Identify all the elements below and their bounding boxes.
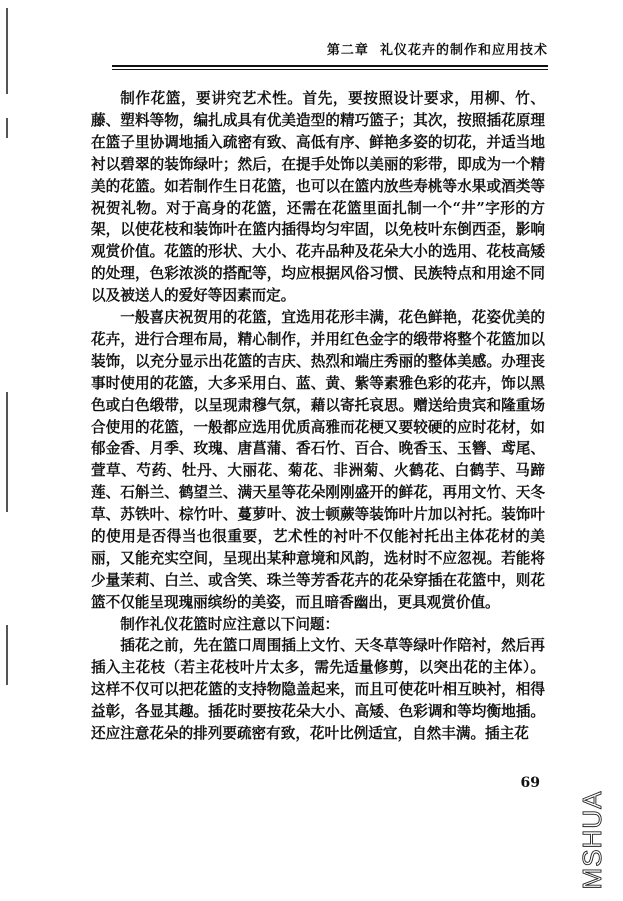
paragraph: 一般喜庆祝贺用的花篮，宜选用花形丰满，花色鲜艳，花姿优美的花卉，进行合理布局，精心制作，并用红色金字的缎带将整个花篮加以装饰，以充分显示出花篮的吉庆、热烈和端庄秀丽的整体美感。办理丧事时使用的花篮，大多采用白、蓝、黄、紫等素雅色彩的花卉，饰以黑色或白色缎带，以呈现肃穆气氛，藉以寄托哀思。赠送给贵宾和隆重场合使用的花篮，一般都应选用优质高雅而花梗又要较硬的应时花材，如郁金香、月季、玫瑰、唐菖蒲、香石竹、百合、晚香玉、玉簪、鸢尾、萱草、芍药、牡丹、大丽花、菊花、非洲菊、火鹤花、白鹤芋、马蹄莲、石斛兰、鹤望兰、满天星等花朵刚刚盛开的鲜花，再用文竹、天冬草、苏铁叶、棕竹叶、蔓萝叶、波士顿蕨等装饰叶片加以衬托。装饰叶的使用是否得当也很重要，艺术性的衬叶不仅能衬托出主体花材的美丽，又能充实空间，呈现出某种意境和风韵，选材时不应忽视。若能将少量茉莉、白兰、或含笑、珠兰等芳香花卉的花朵穿插在花篮中，则花篮不仅能呈现瑰丽缤纷的美姿，而且暗香幽出，更具观赏价值。 — [91, 309, 545, 611]
scan-edge-mark — [6, 8, 8, 94]
chapter-label: 第二章 — [326, 43, 369, 58]
page-body — [91, 88, 545, 767]
header-rule-thin — [112, 69, 548, 70]
scan-edge-mark — [6, 392, 8, 512]
header-rule — [112, 65, 548, 67]
page-number: 69 — [520, 775, 540, 791]
scan-edge-mark — [6, 118, 8, 138]
chapter-title: 礼仪花卉的制作和应用技术 — [379, 43, 548, 58]
watermark — [577, 790, 611, 890]
running-header — [112, 42, 548, 60]
watermark-text: MSHUA — [577, 790, 607, 890]
scan-edge-mark — [6, 625, 8, 685]
paragraph: 制作礼仪花篮时应注意以下问题： — [120, 615, 340, 633]
paragraph: 插花之前，先在篮口周围插上文竹、天冬草等绿叶作陪衬，然后再插入主花枝（若主花枝叶片太多，需先适量修剪，以突出花的主体）。这样不仅可以把花篮的支持物隐盖起来，而且可使花叶相互映衬，相得益彰，各显其趣。插花时要按花朵大小、高矮、色彩调和等均衡地插。还应注意花朵的排列要疏密有致，花叶比例适宜，自然丰满。插主花 — [91, 637, 545, 743]
paragraph: 制作花篮，要讲究艺术性。首先，要按照设计要求，用柳、竹、藤、塑料等物，编扎成具有优美造型的精巧篮子；其次，按照插花原理在篮子里协调地插入疏密有致、高低有序、鲜艳多姿的切花，并适当地衬以碧翠的装饰绿叶；然后，在提手处饰以美丽的彩带，即成为一个精美的花篮。如若制作生日花篮，也可以在篮内放些寿桃等水果或酒类等祝贺礼物。对于高身的花篮，还需在花篮里面扎制一个“井”字形的方架，以使花枝和装饰叶在篮内插得均匀牢固，以免枝叶东倒西歪，影响观赏价值。花篮的形状、大小、花卉品种及花朵大小的选用、花枝高矮的处理，色彩浓淡的搭配等，均应根据风俗习惯、民族特点和用途不同以及被送人的爱好等因素而定。 — [91, 90, 545, 305]
